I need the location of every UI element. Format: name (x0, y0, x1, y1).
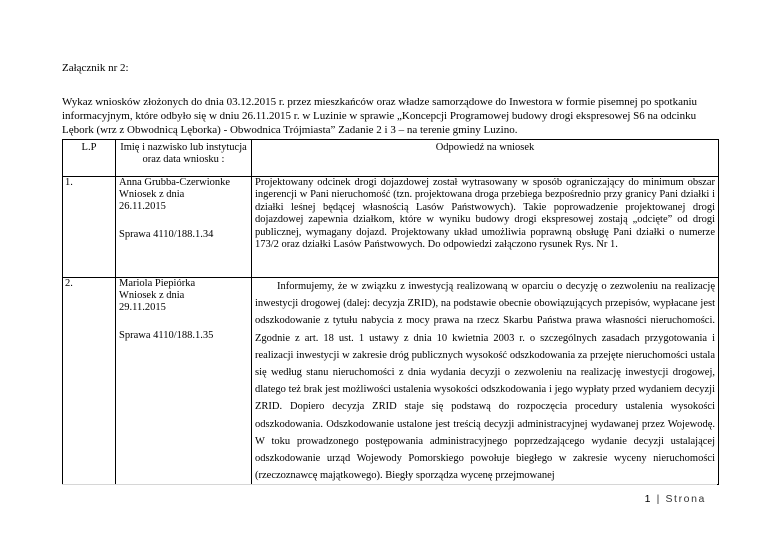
header-answer: Odpowiedź na wniosek (252, 140, 719, 177)
request-date: 26.11.2015 (119, 201, 166, 212)
date-label: Wniosek z dnia (119, 290, 185, 301)
footer-divider (62, 484, 717, 485)
date-label: Wniosek z dnia (119, 189, 185, 200)
annex-title: Załącznik nr 2: (62, 62, 129, 74)
row-answer: Projektowany odcinek drogi dojazdowej został wytrasowany w sposób ograniczający do minimum obszar ingerencji w Pani nieruchomość (tzn. projektowana droga przebiega bezpośrednio przy granicy Pani działki i działki leśnej będącej własnością Lasów Państwowych). Takie poprowadzenie projektowanej drogi dojazdowej zapewnia działkom, które w wyniku budowy drogi ekspresowej zostają „odcięte” od drogi publicznej, wymagany dojazd. Projektowany układ umożliwia poprawną obsługę Pani działki o numerze 173/2 oraz działki Lasów Państwowych. Do odpowiedzi załączono rysunek Rys. Nr 1. (252, 177, 719, 278)
request-date: 29.11.2015 (119, 302, 166, 313)
applicant-name: Mariola Piepiórka (119, 278, 196, 289)
footer-separator: | (656, 493, 661, 505)
table-row (63, 177, 719, 278)
intro-paragraph: Wykaz wniosków złożonych do dnia 03.12.2015 r. przez mieszkańców oraz władze samorządowe do Inwestora w formie pisemnej po spotkaniu informacyjnym, które odbyło się w dniu 26.11.2015 r. w Luzinie w sprawie „Koncepcji Programowej budowy drogi ekspresowej S6 na odcinku Lębork (wrz z Obwodnicą Lęborka) - Obwodnica Trójmiasta” Zadanie 2 i 3 – na terenie gminy Luzino. (62, 96, 698, 136)
requests-table (62, 139, 719, 485)
row-applicant (116, 177, 252, 278)
header-lp: L.P (63, 140, 116, 177)
case-number: Sprawa 4110/188.1.34 (119, 229, 214, 240)
row-lp: 1. (63, 177, 116, 278)
case-number: Sprawa 4110/188.1.35 (119, 330, 214, 341)
footer-label: Strona (665, 493, 706, 505)
table-header-row (63, 140, 719, 177)
page-footer (645, 493, 706, 505)
header-name: Imię i nazwisko lub instytucja oraz data wniosku : (116, 140, 252, 177)
table-row (63, 278, 719, 485)
row-answer: Informujemy, że w związku z inwestycją realizowaną w oparciu o decyzję o zezwoleniu na realizację inwestycji drogowej (dalej: decyzja ZRID), na podstawie obecnie obowiązujących przepisów, wypłacane jest odszkodowanie z tytułu nabycia z mocy prawa na rzecz Skarbu Państwa prawa własności nieruchomości. Zgodnie z art. 18 ust. 1 ustawy z dnia 10 kwietnia 2003 r. o szczególnych zasadach przygotowania i realizacji inwestycji w zakresie dróg publicznych wysokość odszkodowania za przejęte nieruchomości ustala się według stanu nieruchomości z dnia wydania decyzji o zezwoleniu na realizację inwestycji drogowej, dlatego też brak jest możliwości ustalenia wysokości odszkodowania i jego wypłaty przed wydaniem decyzji ZRID. Dopiero decyzja ZRID staje się podstawą do rozpoczęcia procedury ustalenia wysokości odszkodowania. Odszkodowanie ustalone jest treścią decyzji administracyjnej wydawanej przez Wojewodę. W toku prowadzonego postępowania administracyjnego poprzedzającego wydanie decyzji ustalającej odszkodowanie urząd Wojewody Pomorskiego powołuje biegłego w zakresie wyceny nieruchomości (rzeczoznawcę majątkowego). Biegły sporządza wycenę przejmowanej (252, 278, 719, 485)
row-applicant (116, 278, 252, 485)
page-number: 1 (644, 493, 653, 505)
row-lp: 2. (63, 278, 116, 485)
applicant-name: Anna Grubba-Czerwionke (119, 177, 231, 188)
